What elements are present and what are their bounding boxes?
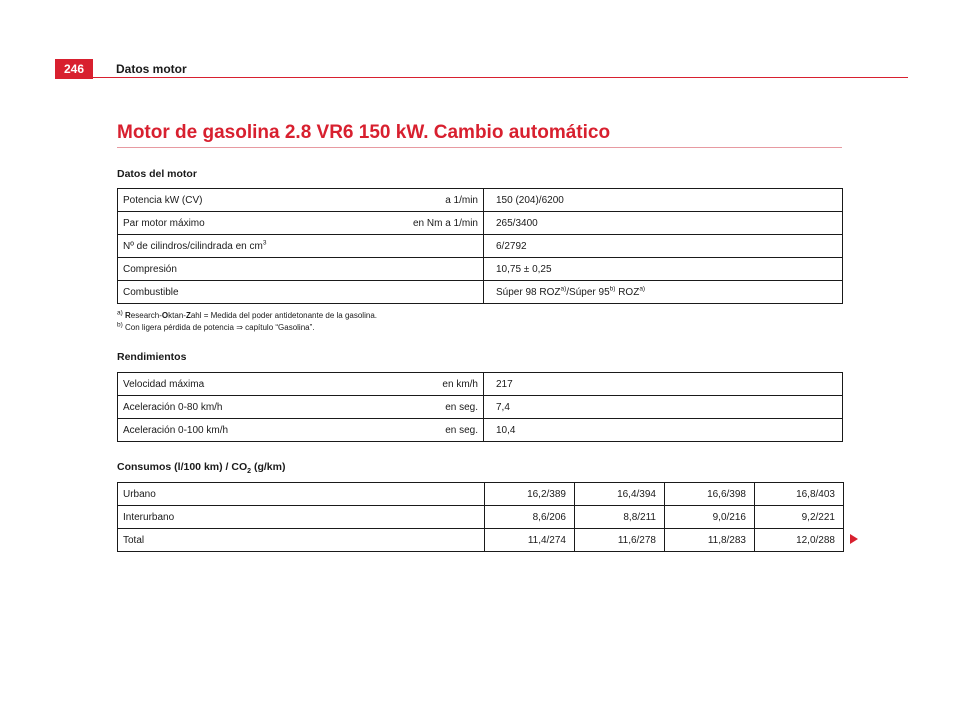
row-unit: en km/h	[442, 378, 478, 390]
fuel-text: Súper 98 ROZ	[496, 286, 561, 298]
row-label: Potencia kW (CV)	[123, 194, 203, 206]
row-label: Par motor máximo	[123, 217, 205, 229]
row-label: Compresión	[123, 263, 177, 275]
table-row	[118, 506, 844, 529]
row-label: Interurbano	[118, 506, 485, 529]
row-label: Urbano	[118, 483, 485, 506]
footnote-mark: a)	[117, 309, 123, 317]
table-cell: 8,8/211	[575, 506, 665, 529]
footnote-letter: Z	[185, 311, 191, 320]
fuel-text: ROZ	[615, 286, 640, 298]
table-cell: 8,6/206	[485, 506, 575, 529]
table-row	[118, 189, 843, 212]
row-label: Aceleración 0-100 km/h	[123, 424, 229, 436]
table-row	[118, 212, 843, 235]
row-value: 217	[484, 373, 843, 396]
table-cell: 11,6/278	[575, 529, 665, 552]
table-row	[118, 396, 843, 419]
title-divider	[117, 147, 842, 148]
footnote-letter: R	[125, 311, 131, 320]
footnote-ref: a)	[560, 285, 567, 293]
footnote-a	[117, 310, 377, 322]
row-value: 10,4	[484, 419, 843, 442]
footnote-ref: b)	[609, 285, 616, 293]
footnote-mark: b)	[117, 321, 123, 329]
table-row	[118, 419, 843, 442]
row-label: Velocidad máxima	[123, 378, 205, 390]
consumption-table	[117, 482, 844, 552]
fuel-value	[484, 281, 843, 304]
row-value: 6/2792	[484, 235, 843, 258]
consumption-heading	[117, 460, 285, 474]
superscript: 3	[262, 239, 267, 247]
section-title: Datos motor	[116, 62, 187, 76]
row-unit: en seg.	[445, 424, 478, 436]
table-cell: 12,0/288	[755, 529, 844, 552]
table-cell: 16,8/403	[755, 483, 844, 506]
footnote-text: ktan-	[168, 311, 186, 320]
table-row	[118, 258, 843, 281]
row-unit: a 1/min	[445, 194, 478, 206]
row-label: Combustible	[118, 281, 484, 304]
table-cell: 16,6/398	[665, 483, 755, 506]
engine-data-table	[117, 188, 843, 304]
row-label	[123, 241, 266, 252]
row-label: Total	[118, 529, 485, 552]
table-cell: 11,8/283	[665, 529, 755, 552]
table-cell: 11,4/274	[485, 529, 575, 552]
table-cell: 16,2/389	[485, 483, 575, 506]
row-value: 150 (204)/6200	[484, 189, 843, 212]
row-value: 7,4	[484, 396, 843, 419]
performance-heading: Rendimientos	[117, 351, 187, 363]
footnote-ref: a)	[639, 285, 646, 293]
row-value: 265/3400	[484, 212, 843, 235]
table-row	[118, 483, 844, 506]
footnote-text: Con ligera pérdida de potencia ⇒ capítulo “Gasolina”.	[125, 323, 315, 332]
table-cell: 9,2/221	[755, 506, 844, 529]
heading-text: (g/km)	[251, 461, 286, 473]
row-value: 10,75 ± 0,25	[484, 258, 843, 281]
subscript: 2	[247, 468, 252, 476]
page-title: Motor de gasolina 2.8 VR6 150 kW. Cambio automático	[117, 122, 611, 143]
row-unit: en Nm a 1/min	[412, 217, 478, 229]
fuel-text: /Súper 95	[566, 286, 610, 298]
page-number: 246	[55, 59, 93, 79]
table-cell: 16,4/394	[575, 483, 665, 506]
footnote-b	[117, 322, 377, 334]
engine-data-heading: Datos del motor	[117, 168, 197, 180]
footnote-text: esearch-	[130, 311, 162, 320]
row-label-text: Nº de cilindros/cilindrada en cm	[123, 240, 263, 252]
triangle-right-icon[interactable]	[850, 534, 858, 544]
row-unit: en seg.	[445, 401, 478, 413]
footnotes	[117, 310, 377, 334]
table-row	[118, 529, 844, 552]
table-row	[118, 373, 843, 396]
heading-text: Consumos (l/100 km) / CO	[117, 461, 248, 473]
row-label: Aceleración 0-80 km/h	[123, 401, 223, 413]
header-divider	[93, 77, 908, 78]
performance-table	[117, 372, 843, 442]
table-row	[118, 235, 843, 258]
footnote-text: ahl = Medida del poder antidetonante de la gasolina.	[190, 311, 377, 320]
table-row	[118, 281, 843, 304]
table-cell: 9,0/216	[665, 506, 755, 529]
footnote-letter: O	[161, 311, 169, 320]
